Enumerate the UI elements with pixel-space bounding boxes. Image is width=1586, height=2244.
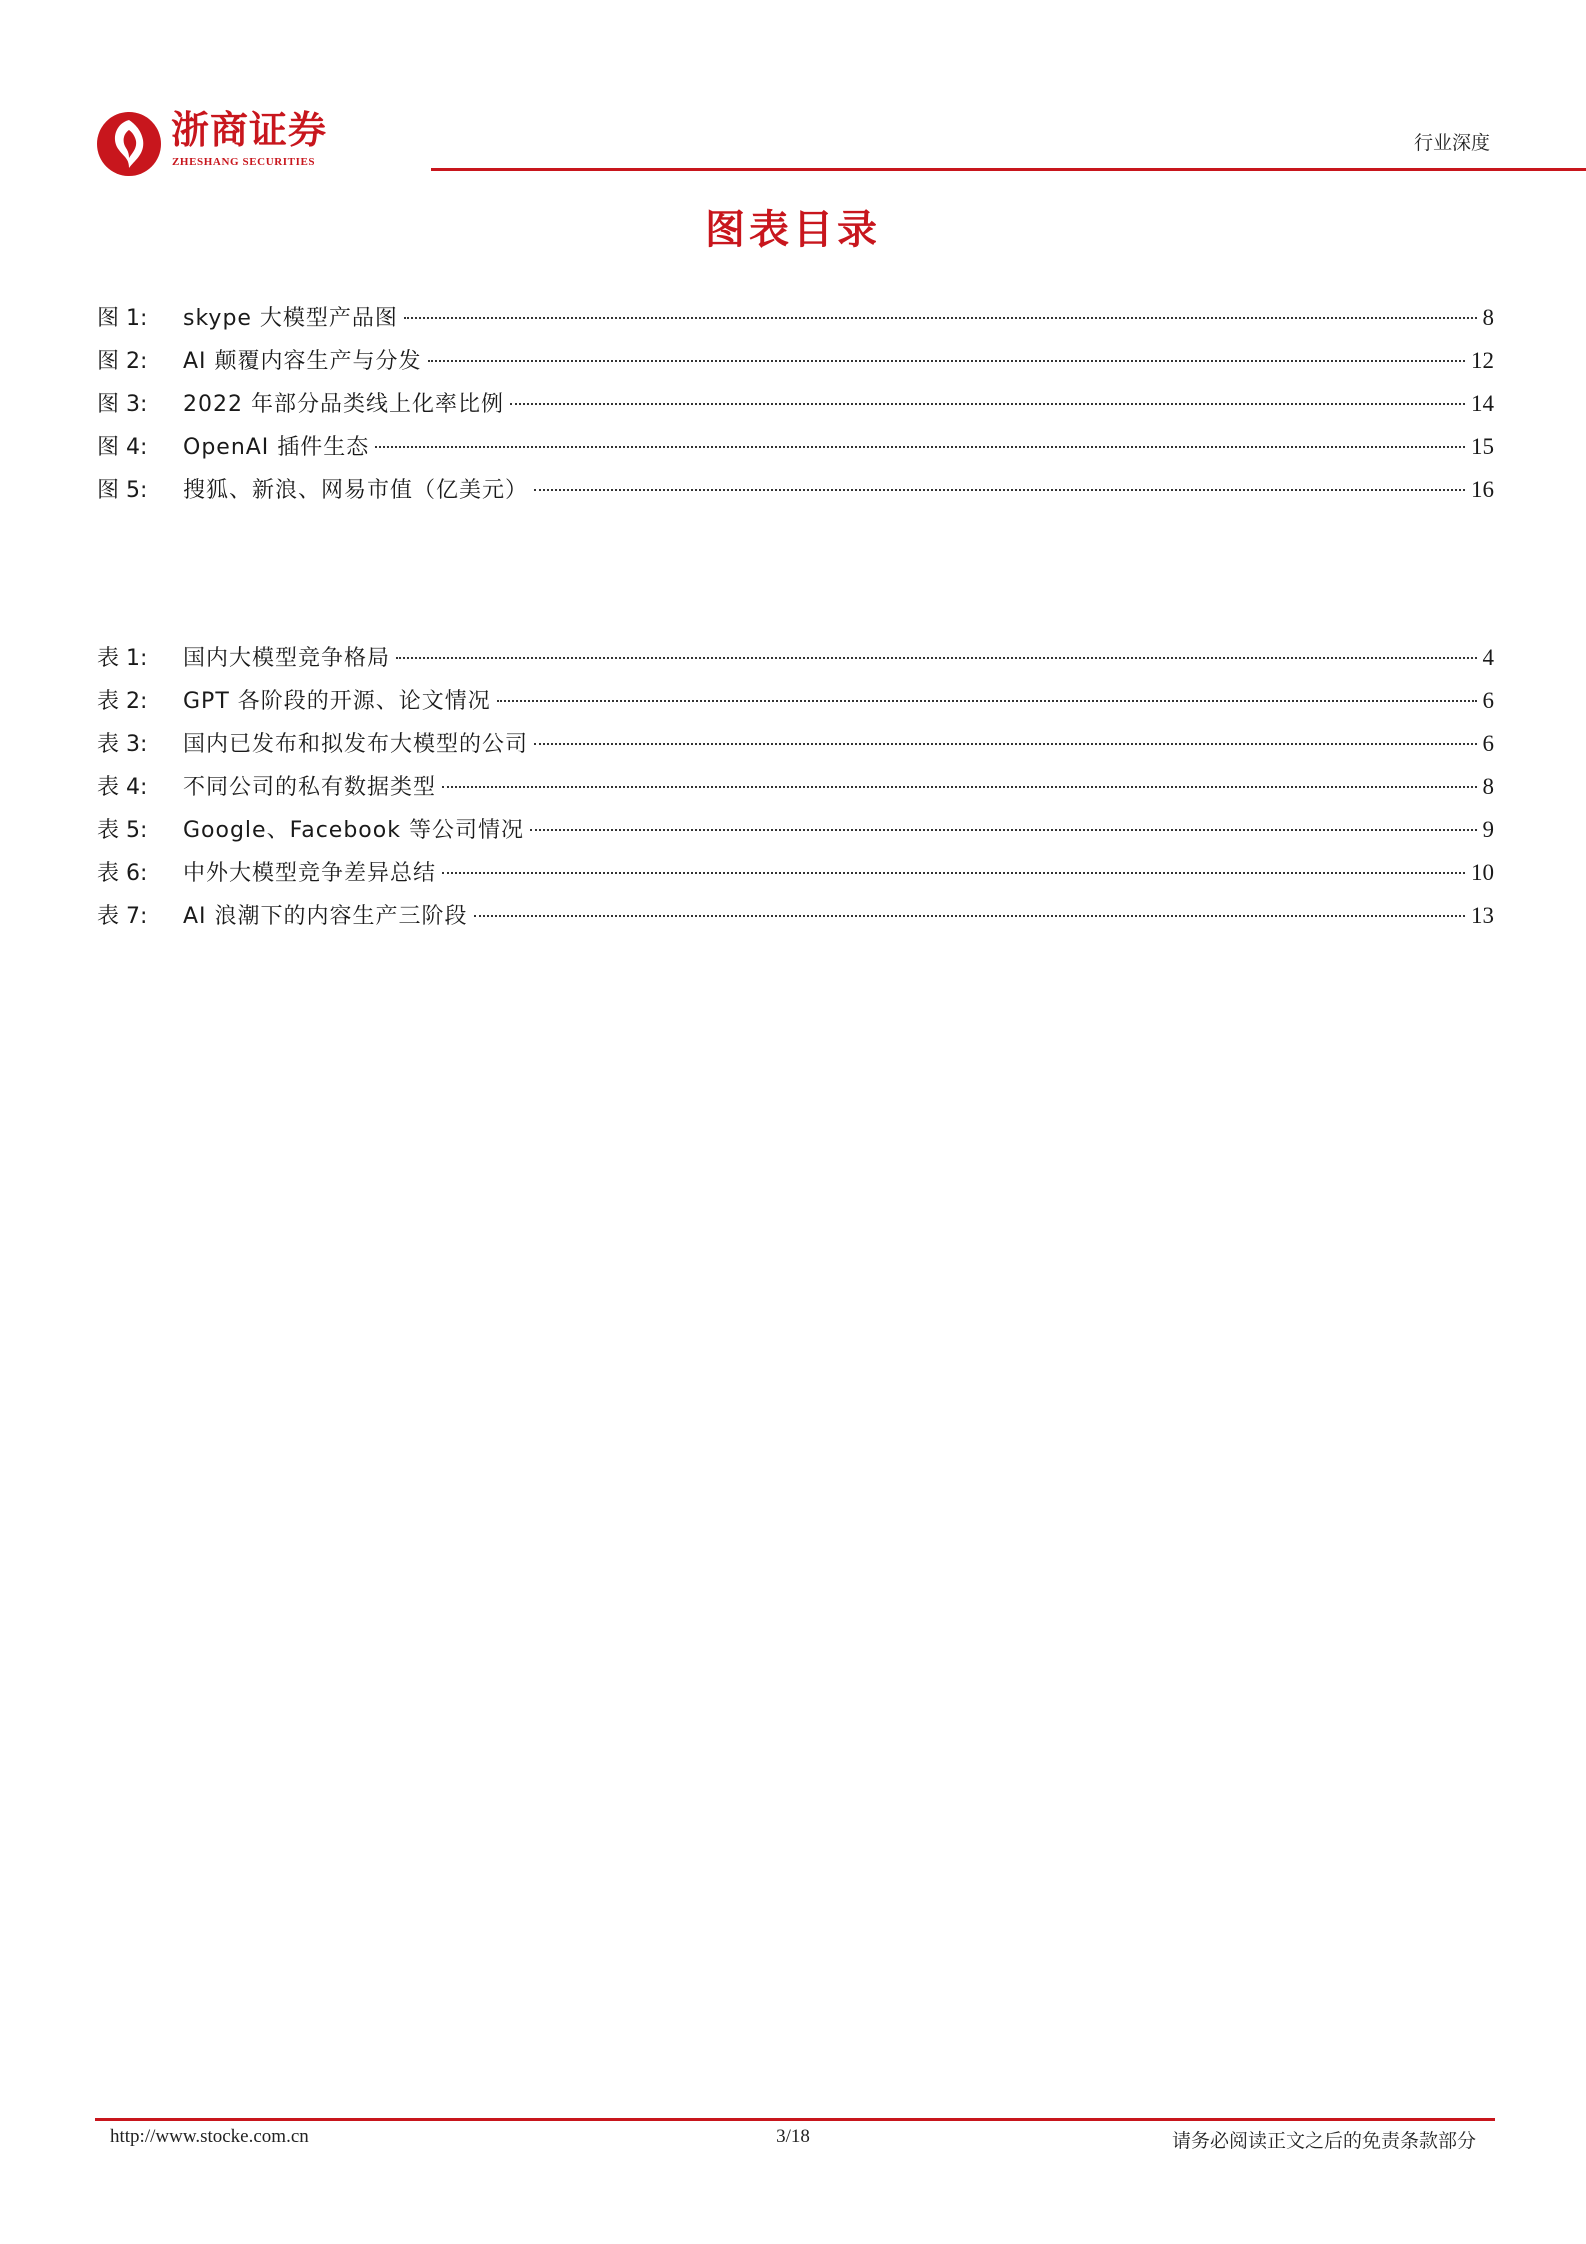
dot-leader bbox=[534, 743, 1476, 745]
entry-page-number: 10 bbox=[1471, 860, 1494, 885]
entry-label: 表 7: bbox=[97, 904, 148, 929]
brand-name: 浙商证券 bbox=[171, 108, 328, 152]
zheshang-logo-icon bbox=[95, 110, 163, 178]
footer-divider bbox=[95, 2118, 1495, 2121]
dot-leader bbox=[396, 657, 1476, 659]
page-header bbox=[95, 100, 1495, 172]
entry-page-number: 8 bbox=[1482, 774, 1494, 799]
entry-title: 中外大模型竞争差异总结 bbox=[183, 861, 437, 886]
entry-page-number: 14 bbox=[1471, 391, 1494, 416]
toc-entry[interactable] bbox=[97, 765, 1494, 808]
report-type-label: 行业深度 bbox=[1413, 132, 1490, 154]
dot-leader bbox=[510, 403, 1465, 405]
toc-entry[interactable] bbox=[97, 851, 1494, 894]
dot-leader bbox=[497, 700, 1477, 702]
toc-entry[interactable] bbox=[97, 425, 1494, 468]
entry-page-number: 6 bbox=[1482, 731, 1494, 756]
entry-label: 表 5: bbox=[97, 818, 148, 843]
header-divider bbox=[431, 168, 1586, 171]
dot-leader bbox=[442, 786, 1476, 788]
dot-leader bbox=[375, 446, 1465, 448]
entry-page-number: 6 bbox=[1482, 688, 1494, 713]
entry-label: 图 3: bbox=[97, 392, 148, 417]
entry-label: 表 3: bbox=[97, 732, 148, 757]
page-title: 图表目录 bbox=[705, 207, 881, 253]
entry-title: skype 大模型产品图 bbox=[183, 306, 398, 331]
entry-title: 搜狐、新浪、网易市值（亿美元） bbox=[183, 478, 529, 503]
toc-entry[interactable] bbox=[97, 808, 1494, 851]
entry-label: 表 4: bbox=[97, 775, 148, 800]
entry-label: 图 4: bbox=[97, 435, 148, 460]
entry-title: OpenAI 插件生态 bbox=[183, 435, 370, 460]
entry-page-number: 8 bbox=[1482, 305, 1494, 330]
toc-entry[interactable] bbox=[97, 382, 1494, 425]
entry-label: 图 5: bbox=[97, 478, 148, 503]
toc-entry[interactable] bbox=[97, 636, 1494, 679]
entry-title: 国内已发布和拟发布大模型的公司 bbox=[183, 732, 529, 757]
entry-page-number: 12 bbox=[1471, 348, 1494, 373]
entry-label: 图 1: bbox=[97, 306, 148, 331]
footer-page-number: 3/18 bbox=[776, 2126, 810, 2147]
toc-entry[interactable] bbox=[97, 468, 1494, 511]
toc-entry[interactable] bbox=[97, 722, 1494, 765]
dot-leader bbox=[474, 915, 1465, 917]
entry-label: 表 2: bbox=[97, 689, 148, 714]
toc-entry[interactable] bbox=[97, 894, 1494, 937]
entry-page-number: 13 bbox=[1471, 903, 1494, 928]
toc-entry[interactable] bbox=[97, 339, 1494, 382]
entry-page-number: 15 bbox=[1471, 434, 1494, 459]
entry-label: 表 1: bbox=[97, 646, 148, 671]
entry-label: 表 6: bbox=[97, 861, 148, 886]
dot-leader bbox=[442, 872, 1465, 874]
entry-title: AI 浪潮下的内容生产三阶段 bbox=[183, 904, 468, 929]
brand-name-english: ZHESHANG SECURITIES bbox=[172, 156, 316, 168]
entry-page-number: 16 bbox=[1471, 477, 1494, 502]
entry-title: 2022 年部分品类线上化率比例 bbox=[183, 392, 504, 417]
figure-list bbox=[97, 296, 1494, 511]
dot-leader bbox=[530, 829, 1477, 831]
entry-page-number: 4 bbox=[1482, 645, 1494, 670]
entry-page-number: 9 bbox=[1482, 817, 1494, 842]
dot-leader bbox=[428, 360, 1465, 362]
entry-title: Google、Facebook 等公司情况 bbox=[183, 818, 524, 843]
dot-leader bbox=[404, 317, 1477, 319]
entry-label: 图 2: bbox=[97, 349, 148, 374]
footer-disclaimer: 请务必阅读正文之后的免责条款部分 bbox=[1171, 2130, 1476, 2152]
entry-title: 不同公司的私有数据类型 bbox=[183, 775, 437, 800]
entry-title: 国内大模型竞争格局 bbox=[183, 646, 391, 671]
table-list bbox=[97, 636, 1494, 937]
entry-title: GPT 各阶段的开源、论文情况 bbox=[183, 689, 491, 714]
toc-entry[interactable] bbox=[97, 296, 1494, 339]
entry-title: AI 颠覆内容生产与分发 bbox=[183, 349, 422, 374]
toc-entry[interactable] bbox=[97, 679, 1494, 722]
dot-leader bbox=[534, 489, 1465, 491]
footer-website-link[interactable]: http://www.stocke.com.cn bbox=[110, 2126, 309, 2147]
